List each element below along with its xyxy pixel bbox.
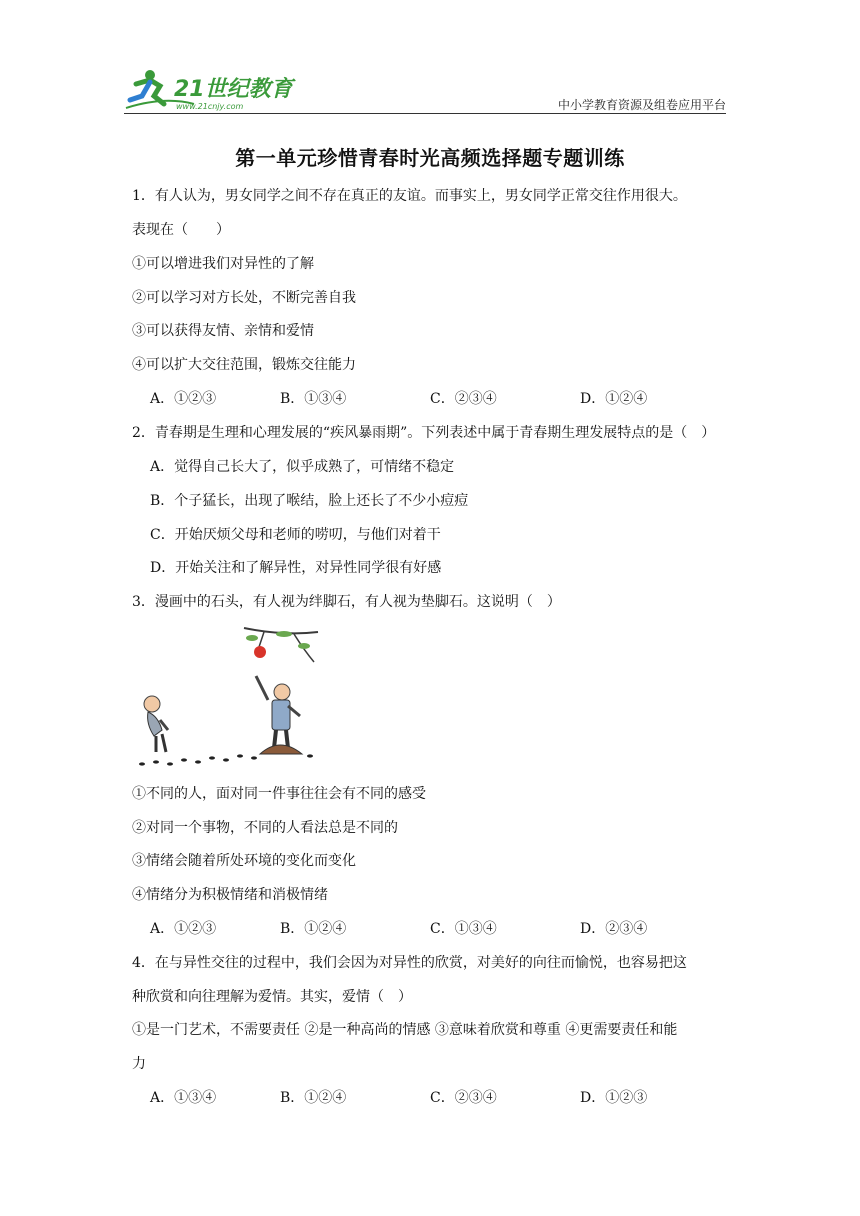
logo-text: 21世纪教育 bbox=[174, 77, 293, 102]
option-d[interactable]: D．②③④ bbox=[580, 921, 648, 937]
option-c[interactable]: C．②③④ bbox=[430, 391, 497, 407]
page-title: 第一单元珍惜青春时光高频选择题专题训练 bbox=[235, 146, 625, 170]
logo-url: www.21cnjy.com bbox=[176, 102, 244, 111]
question-1-item: ①可以增进我们对异性的了解 bbox=[132, 256, 314, 272]
stone-icon bbox=[260, 745, 302, 754]
question-3-item: ③情绪会随着所处环境的变化而变化 bbox=[132, 853, 356, 869]
question-3-item: ②对同一个事物，不同的人看法总是不同的 bbox=[132, 820, 398, 836]
question-2-option-c[interactable]: C．开始厌烦父母和老师的唠叨，与他们对着干 bbox=[150, 527, 441, 543]
platform-label: 中小学教育资源及组卷应用平台 bbox=[557, 98, 726, 112]
site-logo bbox=[124, 66, 304, 112]
header-divider bbox=[124, 113, 726, 114]
option-a[interactable]: A．①③④ bbox=[150, 1090, 217, 1106]
question-4-items-line1: ①是一门艺术，不需要责任 ②是一种高尚的情感 ③意味着欣赏和尊重 ④更需要责任和能 bbox=[132, 1022, 678, 1038]
question-1-stem-line1: 1．有人认为，男女同学之间不存在真正的友谊。而事实上，男女同学正常交往作用很大。 bbox=[132, 188, 687, 204]
option-a[interactable]: A．①②③ bbox=[150, 391, 217, 407]
option-d[interactable]: D．①②③ bbox=[580, 1090, 648, 1106]
option-b[interactable]: B．①③④ bbox=[280, 391, 347, 407]
question-4-options bbox=[150, 1088, 710, 1108]
question-1-item: ③可以获得友情、亲情和爱情 bbox=[132, 323, 314, 339]
question-3-item: ①不同的人，面对同一件事往往会有不同的感受 bbox=[132, 786, 426, 802]
question-2-option-a[interactable]: A．觉得自己长大了，似乎成熟了，可情绪不稳定 bbox=[150, 459, 455, 475]
option-b[interactable]: B．①②④ bbox=[280, 1090, 347, 1106]
question-2-option-b[interactable]: B．个子猛长，出现了喉结，脸上还长了不少小痘痘 bbox=[150, 493, 469, 509]
page-header bbox=[124, 62, 726, 116]
question-3-options bbox=[150, 919, 710, 939]
question-3-item: ④情绪分为积极情绪和消极情绪 bbox=[132, 887, 328, 903]
question-1-item: ②可以学习对方长处，不断完善自我 bbox=[132, 290, 356, 306]
question-2-stem: 2．青春期是生理和心理发展的“疾风暴雨期”。下列表述中属于青春期生理发展特点的是（ ） bbox=[132, 425, 716, 441]
question-4-stem-line1: 4．在与异性交往的过程中，我们会因为对异性的欣赏，对美好的向往而愉悦，也容易把这 bbox=[132, 955, 687, 971]
question-1-stem-line2: 表现在（ ） bbox=[132, 222, 230, 238]
question-4-items-line2: 力 bbox=[132, 1056, 146, 1072]
question-1-item: ④可以扩大交往范围，锻炼交往能力 bbox=[132, 357, 356, 373]
option-d[interactable]: D．①②④ bbox=[580, 391, 648, 407]
question-4-stem-line2: 种欣赏和向往理解为爱情。其实，爱情（ ） bbox=[132, 989, 412, 1005]
option-a[interactable]: A．①②③ bbox=[150, 921, 217, 937]
option-b[interactable]: B．①②④ bbox=[280, 921, 347, 937]
apple-icon bbox=[254, 646, 266, 658]
option-c[interactable]: C．②③④ bbox=[430, 1090, 497, 1106]
option-c[interactable]: C．①③④ bbox=[430, 921, 497, 937]
question-1-options bbox=[150, 389, 710, 409]
question-3-stem: 3．漫画中的石头，有人视为绊脚石，有人视为垫脚石。这说明（ ） bbox=[132, 594, 561, 610]
stone-comic-illustration bbox=[134, 626, 324, 770]
question-2-option-d[interactable]: D．开始关注和了解异性，对异性同学很有好感 bbox=[150, 560, 442, 576]
